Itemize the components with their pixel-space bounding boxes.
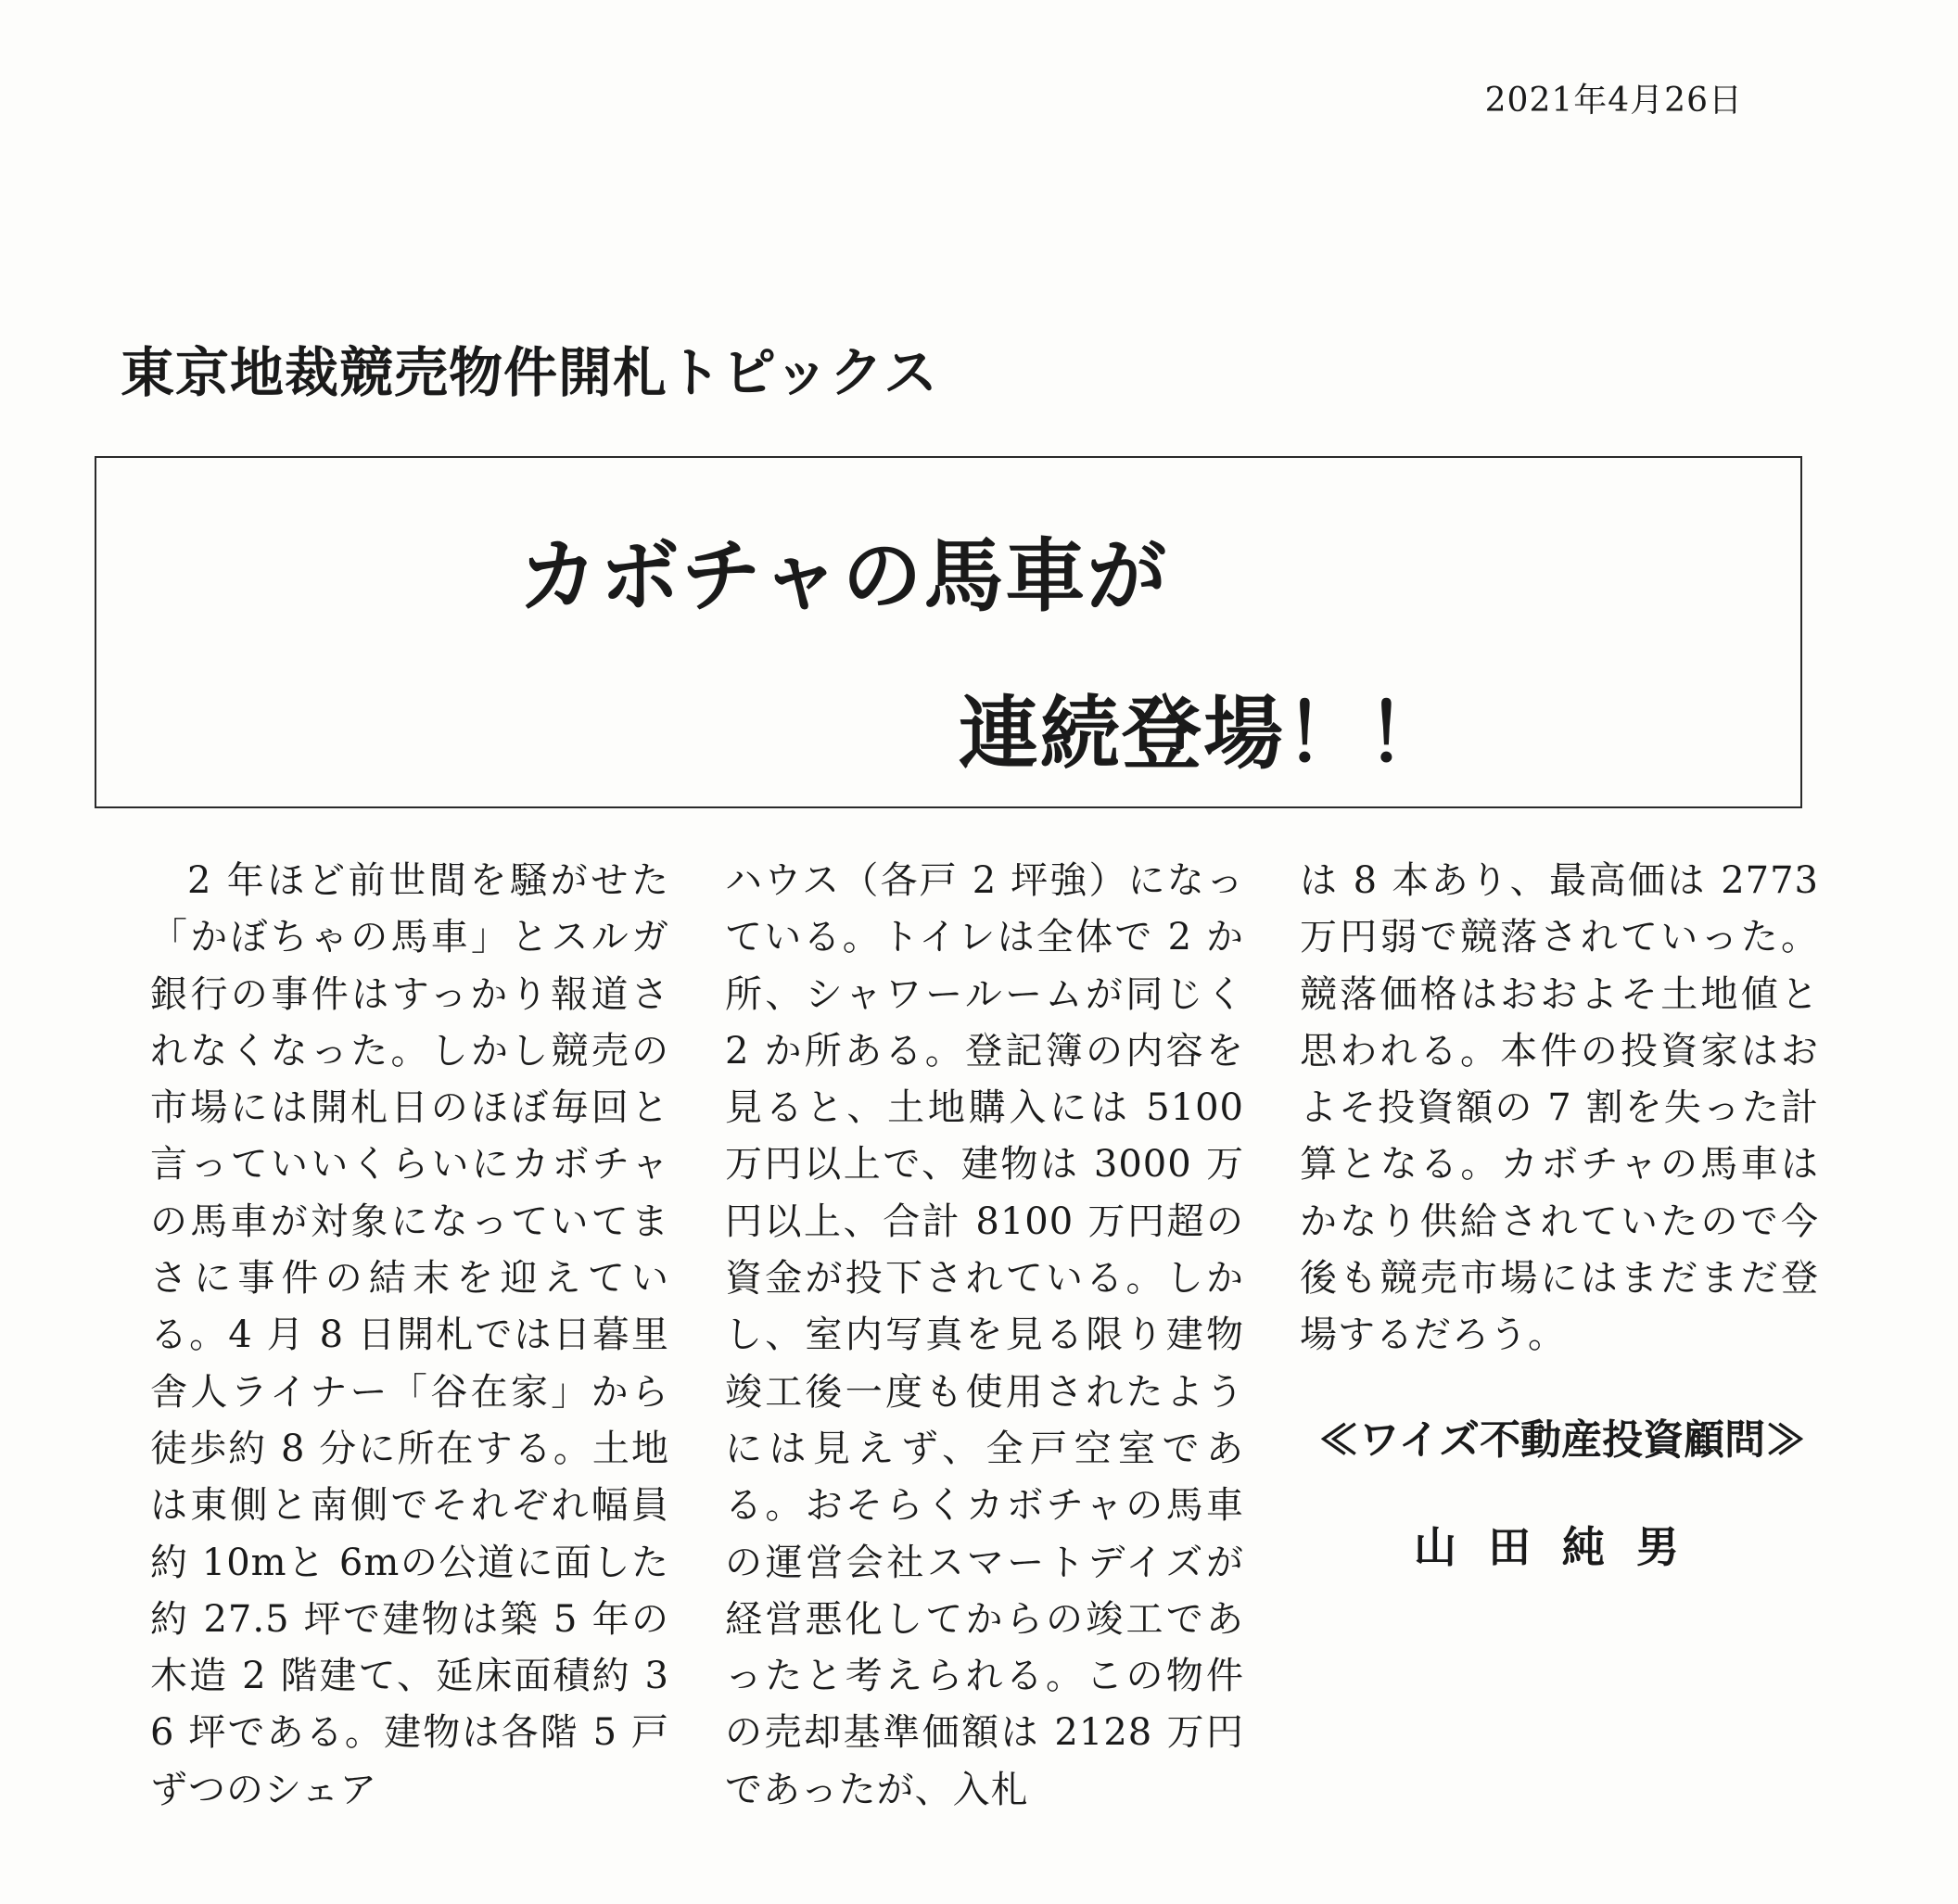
headline-line-1: カボチャの馬車が: [518, 529, 1169, 623]
article-date: 2021年4月26日: [1484, 82, 1743, 120]
signature-author: 山田純男: [1414, 1522, 1710, 1572]
body-text-column-3: は 8 本あり、最高価は 2773 万円弱で競落されていった。競落価格はおおよそ土地値と思われる。本件の投資家はおよそ投資額の 7 割を失った計算となる。カボチャの馬車はかなり供給されていたので今後も競売市場にはまだまだ登場するだろう。: [1300, 859, 1819, 1357]
body-text-column-1: 2 年ほど前世間を騒がせた「かぼちゃの馬車」とスルガ銀行の事件はすっかり報道されなくなった。しかし競売の市場には開札日のほぼ毎回と言っていいくらいにカボチャの馬車が対象になっていてまさに事件の結末を迎えている。4 月 8 日開札では日暮里舎人ライナー「谷在家」から徒歩約 8 分に所在する。土地は東側と南側でそれぞれ幅員約 10mと 6mの公道に面した約 27.5 坪で建物は築 5 年の木造 2 階建て、延床面積約 36 坪である。建物は各階 5 戸ずつのシェア: [150, 859, 669, 1811]
body-column-2: [725, 853, 1244, 1819]
body-column-3: [1300, 853, 1819, 1365]
body-text-column-2: ハウス（各戸 2 坪強）になっている。トイレは全体で 2 か所、シャワールームが同じく 2 か所ある。登記簿の内容を見ると、土地購入には 5100 万円以上で、建物は 3000 万円以上、合計 8100 万円超の資金が投下されている。しかし、室内写真を見る限り建物竣工後一度も使用されたようには見えず、全戸空室である。おそらくカボチャの馬車の運営会社スマートデイズが経営悪化してからの竣工であったと考えられる。この物件の売却基準価額は 2128 万円であったが、入札: [725, 859, 1244, 1811]
headline-line-2: 連続登場！！: [959, 687, 1448, 781]
body-column-1: [150, 853, 669, 1819]
signature-organization: ≪ワイズ不動産投資顧問≫: [1317, 1416, 1807, 1464]
series-title: 東京地裁競売物件開札トピックス: [121, 341, 939, 404]
headline-box: [95, 456, 1802, 808]
